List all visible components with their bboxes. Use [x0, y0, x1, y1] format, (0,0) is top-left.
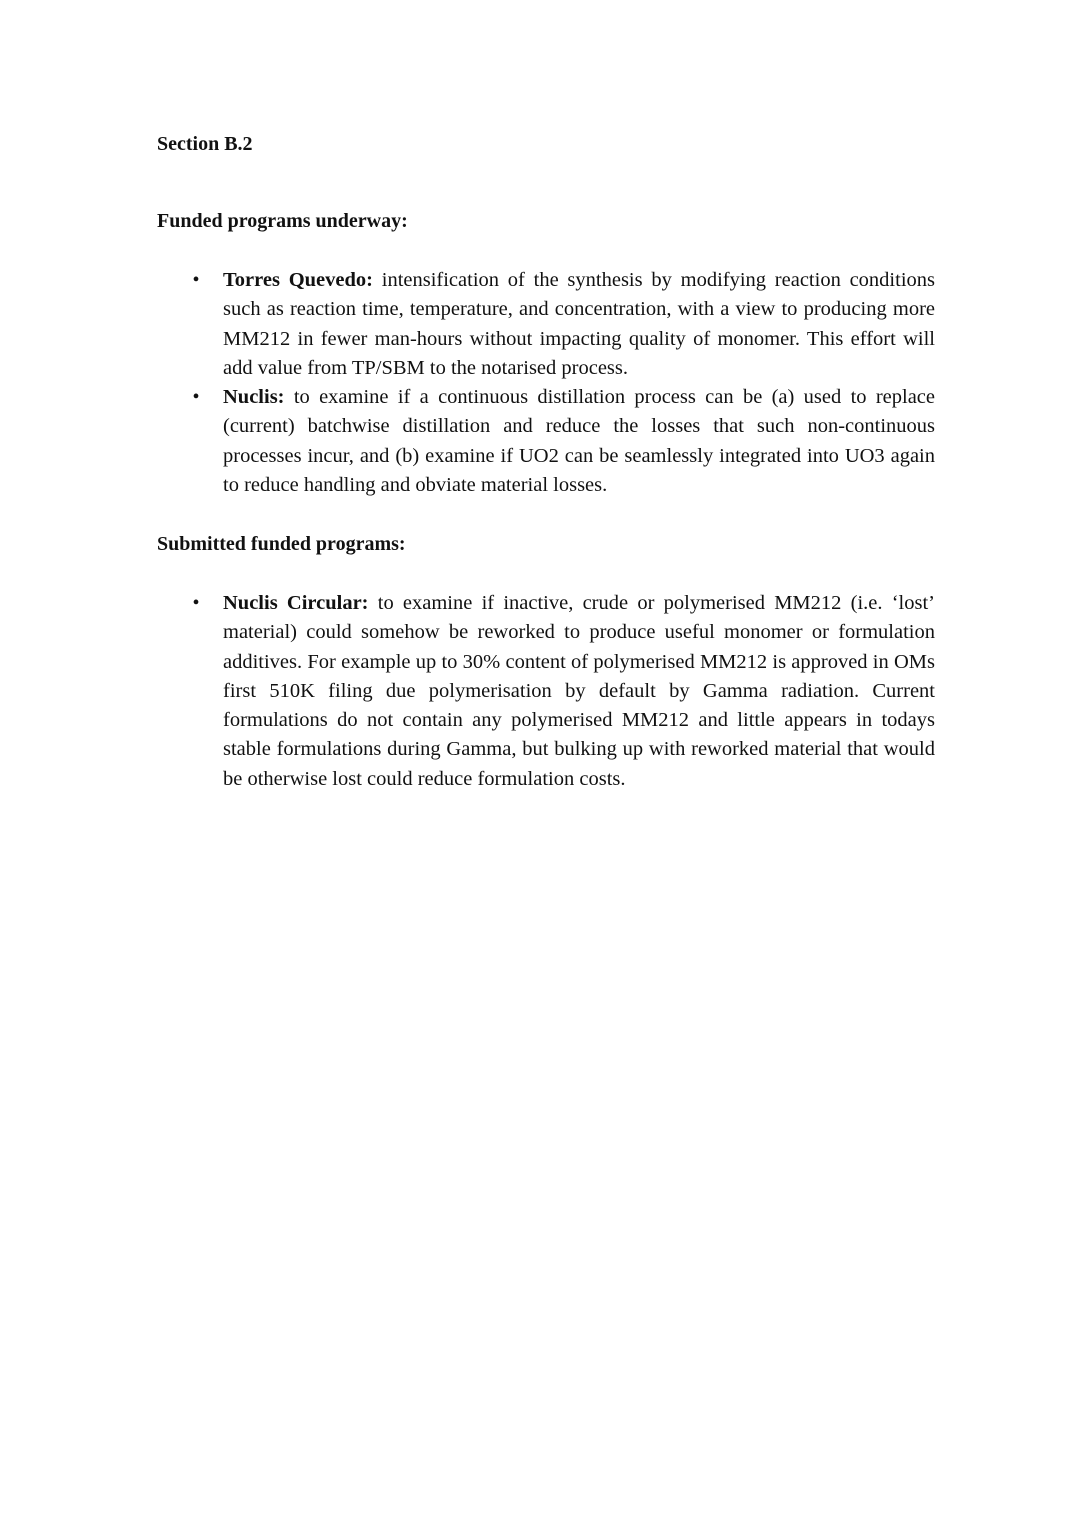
bullet-icon: • [192, 386, 200, 409]
list-item-nuclis [192, 383, 935, 500]
item-text: to examine if inactive, crude or polymerised MM212 (i.e. ‘lost’ material) could somehow be reworked to produce useful monomer or formulation additives. For example up to 30% content of polymerised MM212 is approved in OMs first 510K filing due polymerisation by default by Gamma radiation. Current formulations do not contain any polymerised MM212 and little appears in todays stable formulations during Gamma, but bulking up with reworked material that would be otherwise lost could reduce formulation costs. [223, 592, 936, 790]
list-item-torres-quevedo [192, 266, 935, 383]
item-text: to examine if a continuous distillation process can be (a) used to replace (current) batchwise distillation and reduce the losses that such non-continuous processes incur, and (b) examine if UO2 can be seamlessly integrated into UO3 again to reduce handling and obviate material losses. [223, 386, 935, 497]
list-item-nuclis-circular [192, 589, 936, 794]
section-title: Section B.2 [157, 133, 253, 155]
item-label: Torres Quevedo: [223, 269, 373, 291]
submitted-programs-list [0, 589, 1090, 794]
item-label: Nuclis: [223, 386, 285, 409]
bullet-icon: • [192, 592, 200, 614]
submitted-programs-heading: Submitted funded programs: [157, 533, 406, 555]
bullet-icon: • [192, 269, 200, 291]
funded-programs-list [0, 266, 1090, 500]
item-text: intensification of the synthesis by modifying reaction conditions such as reaction time, temperature, and concentration, with a view to producing more MM212 in fewer man-hours without impacting quality of monomer. This effort will add value from TP/SBM to the notarised process. [223, 269, 935, 379]
funded-programs-heading: Funded programs underway: [157, 210, 408, 232]
item-label: Nuclis Circular: [223, 592, 369, 614]
